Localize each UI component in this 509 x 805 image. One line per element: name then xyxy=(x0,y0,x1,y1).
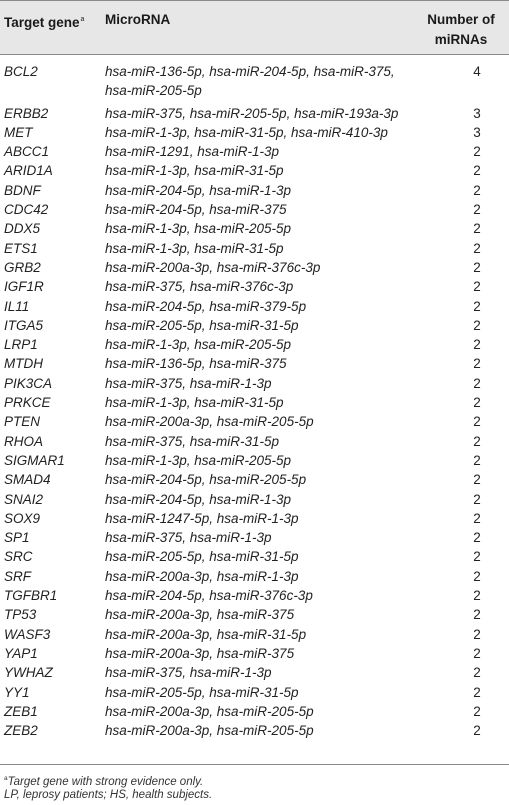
cell-number-of-mirnas: 2 xyxy=(473,202,481,218)
cell-microrna xyxy=(105,316,435,335)
cell-target-gene: SP1 xyxy=(4,530,30,546)
cell-microrna xyxy=(105,432,435,451)
cell-target-gene: SOX9 xyxy=(4,510,41,526)
table-row xyxy=(0,316,509,335)
cell-number-of-mirnas: 2 xyxy=(473,144,481,160)
cell-microrna xyxy=(105,625,435,644)
table-row xyxy=(0,393,509,412)
cell-microrna xyxy=(105,470,435,489)
table-row xyxy=(0,702,509,721)
cell-target-gene: ZEB1 xyxy=(4,703,38,719)
cell-microrna-line: hsa-miR-375, hsa-miR-376c-3p xyxy=(105,279,294,295)
cell-microrna-line: hsa-miR-204-5p, hsa-miR-376c-3p xyxy=(105,588,313,604)
cell-microrna-line: hsa-miR-1-3p, hsa-miR-31-5p xyxy=(105,395,284,411)
cell-target-gene: PIK3CA xyxy=(4,375,53,391)
table-row xyxy=(0,432,509,451)
cell-microrna-line: hsa-miR-205-5p, hsa-miR-31-5p xyxy=(105,684,299,700)
cell-microrna xyxy=(105,219,435,238)
cell-target-gene: WASF3 xyxy=(4,626,51,642)
cell-number-of-mirnas: 2 xyxy=(473,665,481,681)
cell-number-of-mirnas: 2 xyxy=(473,298,481,314)
cell-microrna-line: hsa-miR-1291, hsa-miR-1-3p xyxy=(105,144,280,160)
cell-number-of-mirnas: 2 xyxy=(473,279,481,295)
table-row xyxy=(0,277,509,296)
cell-number-of-mirnas: 2 xyxy=(473,549,481,565)
table-row xyxy=(0,625,509,644)
cell-microrna-line: hsa-miR-1-3p, hsa-miR-205-5p xyxy=(105,452,292,468)
cell-target-gene: TGFBR1 xyxy=(4,588,58,604)
cell-microrna xyxy=(105,702,435,721)
footnote-abbreviations: LP, leprosy patients; HS, health subjects. xyxy=(4,789,213,801)
cell-number-of-mirnas: 2 xyxy=(473,356,481,372)
cell-target-gene: SRC xyxy=(4,549,33,565)
cell-number-of-mirnas: 2 xyxy=(473,684,481,700)
cell-microrna xyxy=(105,200,435,219)
table-row xyxy=(0,605,509,624)
header-microrna: MicroRNA xyxy=(105,12,171,27)
cell-number-of-mirnas: 2 xyxy=(473,259,481,275)
cell-microrna xyxy=(105,547,435,566)
cell-target-gene: CDC42 xyxy=(4,202,49,218)
table-row xyxy=(0,412,509,431)
cell-number-of-mirnas: 2 xyxy=(473,491,481,507)
cell-microrna-line: hsa-miR-136-5p, hsa-miR-375 xyxy=(105,356,287,372)
table-row xyxy=(0,509,509,528)
table-row xyxy=(0,297,509,316)
cell-microrna-line: hsa-miR-200a-3p, hsa-miR-31-5p xyxy=(105,626,307,642)
cell-microrna-line: hsa-miR-205-5p, hsa-miR-31-5p xyxy=(105,549,299,565)
cell-microrna-line: hsa-miR-200a-3p, hsa-miR-376c-3p xyxy=(105,259,321,275)
cell-target-gene: PTEN xyxy=(4,414,41,430)
cell-microrna-line: hsa-miR-200a-3p, hsa-miR-375 xyxy=(105,607,295,623)
cell-target-gene: SRF xyxy=(4,568,31,584)
cell-number-of-mirnas: 2 xyxy=(473,703,481,719)
cell-number-of-mirnas: 2 xyxy=(473,414,481,430)
cell-microrna-line: hsa-miR-200a-3p, hsa-miR-205-5p xyxy=(105,414,314,430)
cell-microrna-line: hsa-miR-204-5p, hsa-miR-375 xyxy=(105,202,287,218)
cell-microrna-line: hsa-miR-1247-5p, hsa-miR-1-3p xyxy=(105,510,299,526)
cell-microrna xyxy=(105,354,435,373)
table-row xyxy=(0,219,509,238)
cell-microrna-line: hsa-miR-375, hsa-miR-1-3p xyxy=(105,530,272,546)
cell-target-gene: BCL2 xyxy=(4,64,38,79)
table-row xyxy=(0,644,509,663)
cell-target-gene: BDNF xyxy=(4,182,41,198)
table-row xyxy=(0,451,509,470)
cell-number-of-mirnas: 2 xyxy=(473,510,481,526)
cell-target-gene: MET xyxy=(4,124,33,140)
cell-microrna-line: hsa-miR-136-5p, hsa-miR-204-5p, hsa-miR-375, xyxy=(105,64,395,79)
cell-target-gene: ETS1 xyxy=(4,240,38,256)
cell-microrna-line: hsa-miR-1-3p, hsa-miR-31-5p, hsa-miR-410-3p xyxy=(105,124,388,140)
cell-microrna xyxy=(105,181,435,200)
cell-microrna-line: hsa-miR-205-5p, hsa-miR-31-5p xyxy=(105,317,299,333)
cell-target-gene: IL11 xyxy=(4,298,30,314)
cell-microrna-line: hsa-miR-204-5p, hsa-miR-379-5p xyxy=(105,298,307,314)
cell-number-of-mirnas: 2 xyxy=(473,568,481,584)
table-row xyxy=(0,335,509,354)
cell-number-of-mirnas: 2 xyxy=(473,530,481,546)
cell-microrna-line: hsa-miR-200a-3p, hsa-miR-1-3p xyxy=(105,568,299,584)
cell-target-gene: PRKCE xyxy=(4,395,51,411)
cell-target-gene: TP53 xyxy=(4,607,37,623)
table-row xyxy=(0,470,509,489)
cell-number-of-mirnas: 2 xyxy=(473,240,481,256)
cell-target-gene: ITGA5 xyxy=(4,317,44,333)
table-row xyxy=(0,181,509,200)
cell-microrna xyxy=(105,297,435,316)
table-row xyxy=(0,374,509,393)
cell-microrna xyxy=(105,393,435,412)
cell-microrna xyxy=(105,451,435,470)
cell-number-of-mirnas: 2 xyxy=(473,626,481,642)
cell-microrna xyxy=(105,490,435,509)
cell-microrna xyxy=(105,412,435,431)
cell-target-gene: ZEB2 xyxy=(4,723,38,739)
cell-microrna-line: hsa-miR-204-5p, hsa-miR-1-3p xyxy=(105,491,292,507)
footnote-strong-evidence: $^a$Target gene with strong evidence only. xyxy=(4,775,204,788)
table-row xyxy=(0,354,509,373)
cell-microrna xyxy=(105,663,435,682)
cell-number-of-mirnas: 2 xyxy=(473,337,481,353)
cell-microrna-line: hsa-miR-375, hsa-miR-31-5p xyxy=(105,433,280,449)
cell-microrna xyxy=(105,277,435,296)
cell-microrna-line: hsa-miR-375, hsa-miR-1-3p xyxy=(105,375,272,391)
cell-target-gene: MTDH xyxy=(4,356,43,372)
cell-number-of-mirnas: 2 xyxy=(473,472,481,488)
cell-target-gene: YY1 xyxy=(4,684,30,700)
table-row xyxy=(0,258,509,277)
cell-microrna xyxy=(105,586,435,605)
table-row xyxy=(0,104,509,123)
cell-microrna-line: hsa-miR-200a-3p, hsa-miR-205-5p xyxy=(105,723,314,739)
cell-number-of-mirnas: 2 xyxy=(473,723,481,739)
cell-number-of-mirnas: 2 xyxy=(473,182,481,198)
table-bottom-rule xyxy=(0,764,509,765)
cell-number-of-mirnas: 2 xyxy=(473,607,481,623)
cell-microrna-line: hsa-miR-205-5p xyxy=(105,83,202,99)
table-row xyxy=(0,200,509,219)
table-row xyxy=(0,62,509,104)
header-target-gene: Target gene$^a$ xyxy=(4,15,85,30)
table-row xyxy=(0,663,509,682)
cell-microrna-line: hsa-miR-1-3p, hsa-miR-31-5p xyxy=(105,240,284,256)
cell-microrna-line: hsa-miR-375, hsa-miR-1-3p xyxy=(105,665,272,681)
table-row xyxy=(0,586,509,605)
cell-microrna xyxy=(105,123,435,142)
cell-microrna-line: hsa-miR-200a-3p, hsa-miR-205-5p xyxy=(105,703,314,719)
table-header-rule xyxy=(0,54,509,55)
table-row xyxy=(0,683,509,702)
cell-target-gene: ERBB2 xyxy=(4,105,49,121)
cell-microrna xyxy=(105,644,435,663)
cell-microrna-line: hsa-miR-375, hsa-miR-205-5p, hsa-miR-193a-3p xyxy=(105,105,399,121)
cell-microrna xyxy=(105,142,435,161)
cell-microrna-line: hsa-miR-204-5p, hsa-miR-1-3p xyxy=(105,182,292,198)
cell-microrna xyxy=(105,605,435,624)
cell-microrna xyxy=(105,721,435,740)
cell-number-of-mirnas: 2 xyxy=(473,395,481,411)
table-row xyxy=(0,547,509,566)
cell-target-gene: DDX5 xyxy=(4,221,41,237)
header-number-of-mirnas: Number of miRNAs xyxy=(427,12,495,47)
cell-target-gene: YWHAZ xyxy=(4,665,53,681)
cell-number-of-mirnas: 2 xyxy=(473,645,481,661)
cell-target-gene: SMAD4 xyxy=(4,472,51,488)
cell-microrna xyxy=(105,161,435,180)
cell-microrna xyxy=(105,258,435,277)
table-row xyxy=(0,123,509,142)
cell-target-gene: SIGMAR1 xyxy=(4,452,65,468)
cell-microrna xyxy=(105,567,435,586)
cell-target-gene: YAP1 xyxy=(4,645,38,661)
cell-number-of-mirnas: 2 xyxy=(473,452,481,468)
table-row xyxy=(0,721,509,740)
cell-microrna xyxy=(105,374,435,393)
cell-number-of-mirnas: 2 xyxy=(473,221,481,237)
table-header xyxy=(0,1,509,54)
cell-number-of-mirnas: 2 xyxy=(473,163,481,179)
cell-target-gene: IGF1R xyxy=(4,279,44,295)
cell-target-gene: GRB2 xyxy=(4,259,41,275)
cell-microrna-line: hsa-miR-1-3p, hsa-miR-31-5p xyxy=(105,163,284,179)
cell-microrna xyxy=(105,239,435,258)
cell-number-of-mirnas: 3 xyxy=(473,124,481,140)
cell-target-gene: SNAI2 xyxy=(4,491,44,507)
cell-number-of-mirnas: 2 xyxy=(473,317,481,333)
table-row xyxy=(0,528,509,547)
cell-microrna-line: hsa-miR-204-5p, hsa-miR-205-5p xyxy=(105,472,307,488)
cell-number-of-mirnas: 2 xyxy=(473,375,481,391)
cell-target-gene: RHOA xyxy=(4,433,44,449)
cell-microrna-line: hsa-miR-1-3p, hsa-miR-205-5p xyxy=(105,221,292,237)
cell-number-of-mirnas: 2 xyxy=(473,588,481,604)
table-row xyxy=(0,567,509,586)
cell-target-gene: ABCC1 xyxy=(4,144,50,160)
cell-number-of-mirnas: 3 xyxy=(473,105,481,121)
table-body xyxy=(0,62,509,740)
cell-microrna xyxy=(105,104,435,123)
cell-target-gene: LRP1 xyxy=(4,337,38,353)
cell-microrna-line: hsa-miR-1-3p, hsa-miR-205-5p xyxy=(105,337,292,353)
table-row xyxy=(0,142,509,161)
cell-microrna xyxy=(105,683,435,702)
cell-microrna xyxy=(105,62,435,101)
table-row xyxy=(0,239,509,258)
header-footnote-marker: a xyxy=(80,16,85,23)
table-row xyxy=(0,161,509,180)
cell-number-of-mirnas: 2 xyxy=(473,433,481,449)
table-row xyxy=(0,490,509,509)
cell-target-gene: ARID1A xyxy=(4,163,53,179)
cell-microrna xyxy=(105,335,435,354)
cell-microrna xyxy=(105,528,435,547)
cell-number-of-mirnas: 4 xyxy=(473,64,481,79)
cell-microrna-line: hsa-miR-200a-3p, hsa-miR-375 xyxy=(105,645,295,661)
cell-microrna xyxy=(105,509,435,528)
